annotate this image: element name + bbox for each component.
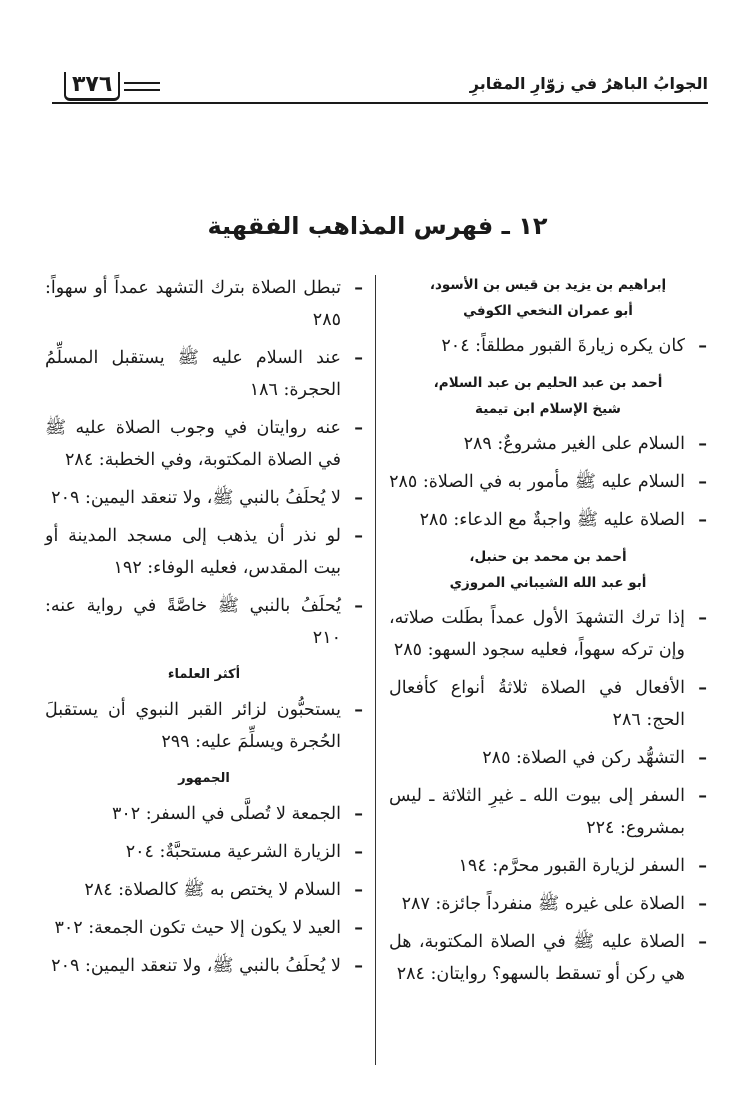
bullet-dash: – bbox=[698, 608, 707, 628]
bullet-dash: – bbox=[354, 700, 363, 720]
bullet-dash: – bbox=[698, 856, 707, 876]
group-heading-line: إبراهيم بن يزيد بن قيس بن الأسود، bbox=[429, 277, 667, 293]
bullet-dash: – bbox=[698, 786, 707, 806]
group-heading-line: أبو عمران النخعي الكوفي bbox=[463, 303, 633, 319]
bullet-dash: – bbox=[698, 894, 707, 914]
section-title: ١٢ ـ فهرس المذاهب الفقهية bbox=[207, 212, 548, 240]
group-heading bbox=[389, 370, 707, 422]
entry-text: الصلاة على غيره ﷺ منفرداً جائزة: ٢٨٧ bbox=[401, 894, 685, 914]
bullet-dash: – bbox=[698, 932, 707, 952]
bullet-dash: – bbox=[354, 918, 363, 938]
index-column-right bbox=[389, 272, 707, 996]
index-entry bbox=[45, 412, 363, 476]
entry-text: السلام عليه ﷺ مأمور به في الصلاة: ٢٨٥ bbox=[389, 472, 685, 492]
entry-text: تبطل الصلاة بترك التشهد عمداً أو سهواً: ٢٨٥ bbox=[45, 278, 341, 330]
index-entry bbox=[45, 342, 363, 406]
entry-text: الصلاة عليه ﷺ في الصلاة المكتوبة، هل هي ركن أو تسقط بالسهو؟ روايتان: ٢٨٤ bbox=[389, 932, 685, 984]
bullet-dash: – bbox=[698, 748, 707, 768]
group-heading bbox=[389, 544, 707, 596]
entry-text: السفر لزيارة القبور محرَّم: ١٩٤ bbox=[458, 856, 685, 876]
index-entry bbox=[45, 912, 363, 944]
group-heading: أكثر العلماء bbox=[167, 667, 241, 682]
index-entry bbox=[45, 950, 363, 982]
group-heading-line: شيخ الإسلام ابن تيمية bbox=[475, 401, 621, 417]
bullet-dash: – bbox=[354, 956, 363, 976]
index-entry bbox=[389, 780, 707, 844]
header-rule bbox=[52, 102, 708, 104]
entry-text: السلام لا يختص به ﷺ كالصلاة: ٢٨٤ bbox=[84, 880, 341, 900]
index-entry bbox=[389, 850, 707, 882]
index-entry bbox=[389, 466, 707, 498]
entry-text: لا يُحلَفُ بالنبي ﷺ، ولا تنعقد اليمين: ٢٠٩ bbox=[51, 956, 341, 976]
index-entry bbox=[389, 330, 707, 362]
page-number-ornament bbox=[124, 82, 160, 91]
bullet-dash: – bbox=[698, 336, 707, 356]
index-entry bbox=[45, 590, 363, 654]
column-divider bbox=[375, 275, 376, 1065]
index-entry bbox=[45, 798, 363, 830]
entry-text: كان يكره زيارةَ القبور مطلقاً: ٢٠٤ bbox=[441, 336, 685, 356]
page-number: ٣٧٦ bbox=[64, 72, 120, 101]
index-entry bbox=[45, 520, 363, 584]
index-entry bbox=[45, 694, 363, 758]
entry-text: العيد لا يكون إلا حيث تكون الجمعة: ٣٠٢ bbox=[54, 918, 341, 938]
bullet-dash: – bbox=[354, 596, 363, 616]
entry-text: الأفعال في الصلاة ثلاثةُ أنواع كأفعال الحج: ٢٨٦ bbox=[389, 678, 685, 730]
bullet-dash: – bbox=[698, 510, 707, 530]
index-entry bbox=[389, 742, 707, 774]
index-entry bbox=[45, 482, 363, 514]
group-heading-line: أحمد بن عبد الحليم بن عبد السلام، bbox=[433, 375, 663, 391]
bullet-dash: – bbox=[698, 678, 707, 698]
page-number-box bbox=[52, 72, 160, 101]
bullet-dash: – bbox=[354, 526, 363, 546]
entry-text: السفر إلى بيوت الله ـ غيرِ الثلاثة ـ ليس بمشروع: ٢٢٤ bbox=[389, 786, 685, 838]
bullet-dash: – bbox=[354, 488, 363, 508]
group-heading-line: أحمد بن محمد بن حنبل، bbox=[469, 549, 627, 565]
entry-text: إذا ترك التشهدَ الأول عمداً بطَلت صلاته، وإن تركه سهواً، فعليه سجود السهو: ٢٨٥ bbox=[389, 608, 685, 660]
entry-text: الجمعة لا تُصلَّى في السفر: ٣٠٢ bbox=[111, 804, 341, 824]
index-entry bbox=[389, 602, 707, 666]
index-entry bbox=[389, 504, 707, 536]
group-heading: الجمهور bbox=[178, 771, 230, 786]
index-entry bbox=[389, 428, 707, 460]
bullet-dash: – bbox=[354, 348, 363, 368]
entry-text: لو نذر أن يذهب إلى مسجد المدينة أو بيت المقدس، فعليه الوفاء: ١٩٢ bbox=[45, 526, 341, 578]
entry-text: يُحلَفُ بالنبي ﷺ خاصَّةً في رواية عنه: ٢١٠ bbox=[45, 596, 341, 648]
bullet-dash: – bbox=[354, 842, 363, 862]
entry-text: عنه روايتان في وجوب الصلاة عليه ﷺ في الصلاة المكتوبة، وفي الخطبة: ٢٨٤ bbox=[45, 418, 341, 470]
entry-text: الزيارة الشرعية مستحبَّةٌ: ٢٠٤ bbox=[125, 842, 341, 862]
entry-text: السلام على الغير مشروعٌ: ٢٨٩ bbox=[463, 434, 685, 454]
index-entry bbox=[389, 888, 707, 920]
bullet-dash: – bbox=[698, 434, 707, 454]
group-heading bbox=[389, 272, 707, 324]
index-entry bbox=[45, 874, 363, 906]
entry-text: الصلاة عليه ﷺ واجبةٌ مع الدعاء: ٢٨٥ bbox=[419, 510, 685, 530]
entry-text: عند السلام عليه ﷺ يستقبل المسلِّمُ الحجرة: ١٨٦ bbox=[45, 348, 341, 400]
index-column-left bbox=[45, 272, 363, 988]
bullet-dash: – bbox=[354, 418, 363, 438]
bullet-dash: – bbox=[698, 472, 707, 492]
index-entry bbox=[45, 836, 363, 868]
entry-text: لا يُحلَفُ بالنبي ﷺ، ولا تنعقد اليمين: ٢٠٩ bbox=[51, 488, 341, 508]
running-title: الجوابُ الباهرُ في زوّارِ المقابرِ bbox=[469, 74, 708, 93]
bullet-dash: – bbox=[354, 880, 363, 900]
index-entry bbox=[389, 672, 707, 736]
index-entry bbox=[45, 272, 363, 336]
index-entry bbox=[389, 926, 707, 990]
bullet-dash: – bbox=[354, 804, 363, 824]
running-header bbox=[52, 72, 708, 112]
group-heading-line: أبو عبد الله الشيباني المروزي bbox=[449, 575, 647, 591]
bullet-dash: – bbox=[354, 278, 363, 298]
entry-text: يستحبُّون لزائر القبر النبوي أن يستقبلَ الحُجرة ويسلِّمَ عليه: ٢٩٩ bbox=[45, 700, 341, 752]
entry-text: التشهُّد ركن في الصلاة: ٢٨٥ bbox=[482, 748, 685, 768]
